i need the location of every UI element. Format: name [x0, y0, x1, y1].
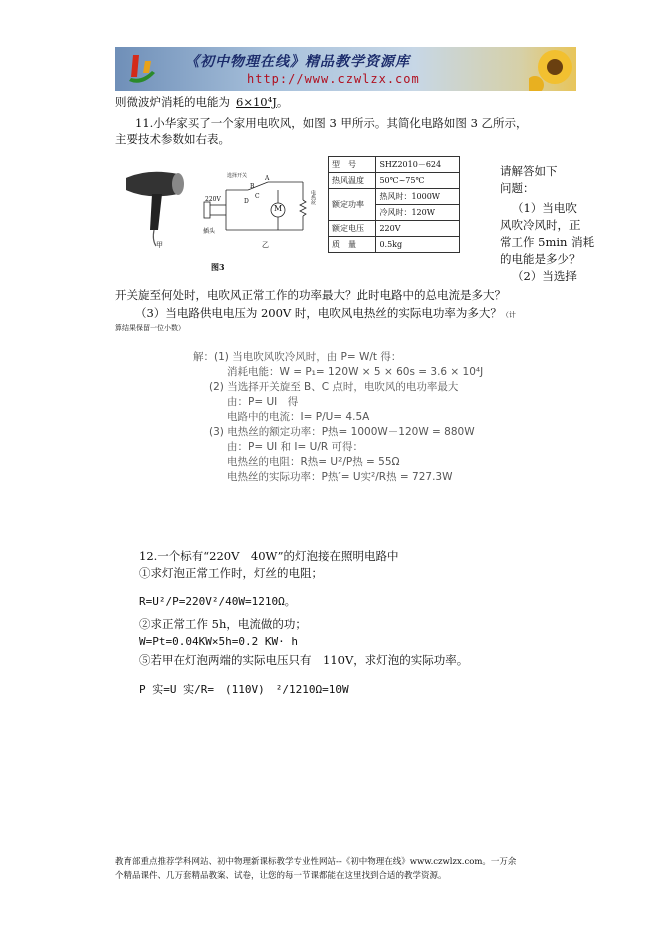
side-line5: 常工作 5min 消耗: [500, 235, 595, 249]
q11-question2: 开关旋至何处时，电吹风正常工作的功率最大？此时电路中的总电流是多大？: [115, 288, 506, 302]
figure-3: [118, 160, 318, 255]
side-line7: （2）当选择: [512, 269, 577, 283]
label-voltage: 220V: [205, 196, 221, 203]
site-logo-icon: [125, 51, 159, 87]
label-select-switch: 选择开关: [227, 173, 248, 179]
q12-a1: R=U²/P=220V²/40W=1210Ω。: [139, 595, 296, 608]
q11-question3: [135, 305, 516, 323]
solution-line: 电路中的电流：I= P/U= 4.5A: [227, 411, 370, 423]
q3-note2: 算结果保留一位小数）: [115, 324, 185, 332]
prev-text: 则微波炉消耗的电能为: [115, 95, 230, 109]
sunflower-icon: [529, 47, 576, 91]
label-jia: 甲: [156, 241, 163, 249]
q3-note1: （计: [501, 311, 516, 319]
q12-q3: ⑤若甲在灯泡两端的实际电压只有 110V，求灯泡的实际功率。: [139, 653, 469, 667]
label-a: A: [265, 175, 270, 182]
q11-line1: 11.小华家买了一个家用电吹风，如图 3 甲所示。其简化电路如图 3 乙所示，: [135, 116, 528, 130]
spec-row: [329, 173, 460, 189]
q12-a2: W=Pt=0.04KW×5h=0.2 KW· h: [139, 635, 298, 648]
solution-line: 消耗电能：W = P₁= 120W × 5 × 60s = 3.6 × 10⁴J: [227, 366, 484, 378]
spec-row: [329, 157, 460, 173]
label-c: C: [255, 193, 260, 200]
side-line6: 的电能是多少？: [500, 252, 581, 266]
prev-end: 。: [276, 95, 289, 109]
spec-key: 额定电压: [329, 221, 376, 237]
spec-row: [329, 221, 460, 237]
spec-row: [329, 189, 460, 205]
figure-caption: 图3: [211, 262, 225, 272]
q11-line2: 主要技术参数如右表。: [115, 132, 230, 146]
spec-val: 冷风时：120W: [376, 205, 460, 221]
spec-val: 热风时：1000W: [376, 189, 460, 205]
spec-val: 50℃~75℃: [376, 173, 460, 189]
q12-stem: 12.一个标有“220V 40W”的灯泡接在照明电路中: [139, 549, 399, 563]
label-d: D: [244, 198, 249, 205]
site-title: 《初中物理在线》精品教学资源库: [185, 54, 410, 70]
side-line2: 问题：: [500, 181, 535, 195]
label-yi: 乙: [262, 241, 269, 249]
label-b: B: [250, 183, 255, 190]
hair-dryer-icon: [126, 172, 184, 246]
spec-val: 0.5kg: [376, 237, 460, 253]
q12-a3: P 实=U 实/R= (110V) ²/1210Ω=10W: [139, 683, 349, 696]
spec-val: SHZ2010－624: [376, 157, 460, 173]
solution-line: 解：(1) 当电吹风吹冷风时，由 P= W/t 得：: [193, 351, 402, 363]
solution-line: 电热丝的实际功率：P热′= U实²/R热 = 727.3W: [227, 471, 453, 483]
q12-q2: ②求正常工作 5h，电流做的功；: [139, 617, 307, 631]
footer-line1: 教育部重点推荐学科网站、初中物理新课标教学专业性网站--《初中物理在线》www.czwlzx.com。一万余: [115, 857, 517, 867]
side-line4: 风吹冷风时，正: [500, 218, 581, 232]
prev-answer-line: [115, 94, 288, 110]
circuit-diagram: [204, 182, 306, 230]
spec-row: [329, 237, 460, 253]
spec-key: 质 量: [329, 237, 376, 253]
spec-key: 热风温度: [329, 173, 376, 189]
q3-text: （3）当电路供电电压为 200V 时，电吹风电热丝的实际电功率为多大？: [135, 306, 502, 320]
label-plug: 插头: [203, 228, 216, 235]
spec-table: [328, 156, 460, 253]
side-line1: 请解答如下: [500, 164, 558, 178]
spec-key: 额定功率: [329, 189, 376, 221]
site-url[interactable]: http://www.czwlzx.com: [247, 72, 420, 86]
footer-line2: 个精品课件、几万套精品教案、试卷，让您的每一节课都能在这里找到合适的教学资源。: [115, 871, 447, 881]
spec-key: 型 号: [329, 157, 376, 173]
solution-line: 由：P= UI 得: [227, 396, 299, 408]
spec-val: 220V: [376, 221, 460, 237]
label-motor: M: [274, 204, 283, 213]
solution-block: [193, 350, 484, 485]
solution-line: (3) 电热丝的额定功率：P热= 1000W－120W = 880W: [209, 426, 475, 438]
solution-line: (2) 当选择开关旋至 B、C 点时，电吹风的电功率最大: [209, 381, 459, 393]
label-heater: 电热丝: [310, 190, 316, 205]
solution-line: 电热丝的电阻：R热= U²/P热 = 55Ω: [227, 456, 400, 468]
prev-answer: 6×10⁴J: [236, 95, 277, 109]
q12-q1: ①求灯泡正常工作时，灯丝的电阻；: [139, 566, 323, 580]
side-line3: （1）当电吹: [512, 201, 577, 215]
solution-line: 由：P= UI 和 I= U/R 可得：: [227, 441, 364, 453]
header-banner: [115, 47, 576, 91]
